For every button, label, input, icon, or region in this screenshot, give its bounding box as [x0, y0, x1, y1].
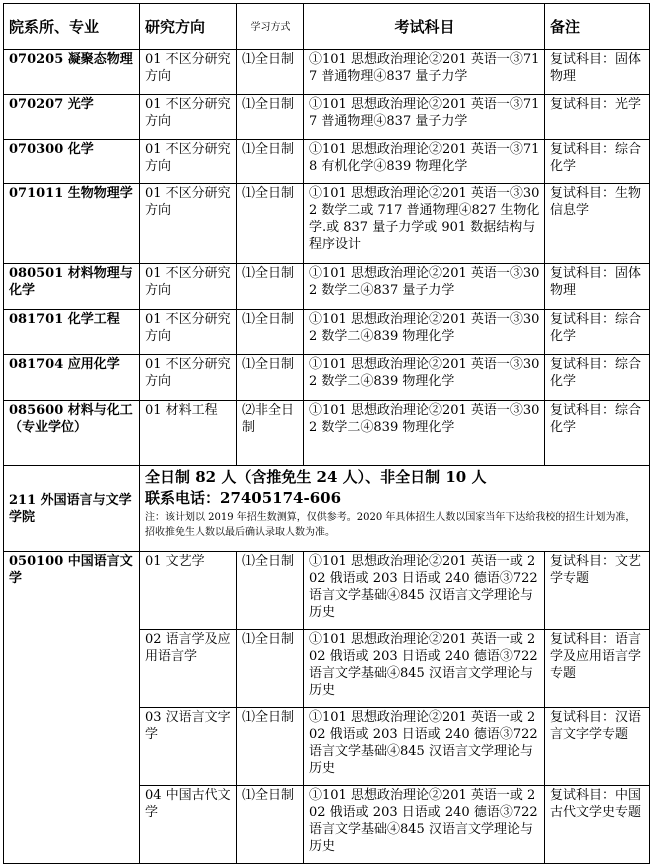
- header-subjects: 考试科目: [304, 4, 545, 50]
- major-name: 070300 化学: [4, 140, 140, 184]
- exam-subjects: ①101 思想政治理论②201 英语一③302 数学二④839 物理化学: [304, 310, 545, 355]
- table-row: [4, 355, 650, 401]
- study-mode: ⑴全日制: [237, 786, 304, 864]
- remarks: 复试科目：文艺学专题: [545, 552, 650, 630]
- study-mode: ⑴全日制: [237, 184, 304, 264]
- direction: 01 不区分研究方向: [140, 264, 237, 310]
- table-row: [4, 264, 650, 310]
- major-name: 080501 材料物理与化学: [4, 264, 140, 310]
- study-mode: ⑴全日制: [237, 264, 304, 310]
- table-row: [4, 50, 650, 95]
- table-row: [4, 140, 650, 184]
- exam-subjects: ①101 思想政治理论②201 英语一或 202 俄语或 203 日语或 240 德语③722 语言文学基础④845 汉语言文学理论与历史: [304, 552, 545, 630]
- exam-subjects: ①101 思想政治理论②201 英语一或 202 俄语或 203 日语或 240 德语③722 语言文学基础④845 汉语言文学理论与历史: [304, 630, 545, 708]
- study-mode: ⑴全日制: [237, 708, 304, 786]
- study-mode: ⑴全日制: [237, 355, 304, 401]
- direction: 04 中国古代文学: [140, 786, 237, 864]
- remarks: 复试科目：语言学及应用语言学专题: [545, 630, 650, 708]
- direction: 01 不区分研究方向: [140, 140, 237, 184]
- school-name: 211 外国语言与文学学院: [4, 466, 140, 552]
- exam-subjects: ①101 思想政治理论②201 英语一③302 数学二或 717 普通物理④827 生物化学.或 837 量子力学或 901 数据结构与程序设计: [304, 184, 545, 264]
- table-row: [4, 401, 650, 466]
- major-name: 050100 中国语言文学: [4, 552, 140, 864]
- exam-subjects: ①101 思想政治理论②201 英语一③717 普通物理④837 量子力学: [304, 50, 545, 95]
- header-direction: 研究方向: [140, 4, 237, 50]
- direction: 02 语言学及应用语言学: [140, 630, 237, 708]
- direction: 01 材料工程: [140, 401, 237, 466]
- remarks: 复试科目：汉语言文字学专题: [545, 708, 650, 786]
- study-mode: ⑴全日制: [237, 630, 304, 708]
- quota-note: 注：该计划以 2019 年招生数测算，仅供参考。2020 年具体招生人数以国家当年下达给我校的招生计划为准，招收推免生人数以最后确认录取人数为准。: [145, 512, 636, 538]
- remarks: 复试科目：综合化学: [545, 140, 650, 184]
- direction: 03 汉语言文字学: [140, 708, 237, 786]
- table-row: [4, 310, 650, 355]
- major-name: 081704 应用化学: [4, 355, 140, 401]
- exam-subjects: ①101 思想政治理论②201 英语一③302 数学二④839 物理化学: [304, 401, 545, 466]
- remarks: 复试科目：固体物理: [545, 50, 650, 95]
- table-row: [4, 552, 650, 630]
- remarks: 复试科目：综合化学: [545, 355, 650, 401]
- major-name: 081701 化学工程: [4, 310, 140, 355]
- remarks: 复试科目：中国古代文学史专题: [545, 786, 650, 864]
- study-mode: ⑵非全日制: [237, 401, 304, 466]
- remarks: 复试科目：生物信息学: [545, 184, 650, 264]
- major-name: 070207 光学: [4, 95, 140, 140]
- direction: 01 不区分研究方向: [140, 355, 237, 401]
- admissions-table: [3, 3, 650, 864]
- school-row: [4, 466, 650, 552]
- major-name: 070205 凝聚态物理: [4, 50, 140, 95]
- study-mode: ⑴全日制: [237, 310, 304, 355]
- study-mode: ⑴全日制: [237, 140, 304, 184]
- exam-subjects: ①101 思想政治理论②201 英语一③718 有机化学④839 物理化学: [304, 140, 545, 184]
- exam-subjects: ①101 思想政治理论②201 英语一③302 数学二④839 物理化学: [304, 355, 545, 401]
- remarks: 复试科目：综合化学: [545, 310, 650, 355]
- exam-subjects: ①101 思想政治理论②201 英语一③302 数学二④837 量子力学: [304, 264, 545, 310]
- direction: 01 不区分研究方向: [140, 95, 237, 140]
- study-mode: ⑴全日制: [237, 95, 304, 140]
- remarks: 复试科目：固体物理: [545, 264, 650, 310]
- direction: 01 不区分研究方向: [140, 50, 237, 95]
- table-row: [4, 184, 650, 264]
- direction: 01 不区分研究方向: [140, 310, 237, 355]
- direction: 01 文艺学: [140, 552, 237, 630]
- major-name: 071011 生物物理学: [4, 184, 140, 264]
- direction: 01 不区分研究方向: [140, 184, 237, 264]
- study-mode: ⑴全日制: [237, 552, 304, 630]
- header-dept: 院系所、专业: [4, 4, 140, 50]
- exam-subjects: ①101 思想政治理论②201 英语一或 202 俄语或 203 日语或 240 德语③722 语言文学基础④845 汉语言文学理论与历史: [304, 708, 545, 786]
- exam-subjects: ①101 思想政治理论②201 英语一或 202 俄语或 203 日语或 240 德语③722 语言文学基础④845 汉语言文学理论与历史: [304, 786, 545, 864]
- remarks: 复试科目：综合化学: [545, 401, 650, 466]
- enrollment-quota: 全日制 82 人（含推免生 24 人）、非全日制 10 人: [145, 468, 487, 486]
- header-remarks: 备注: [545, 4, 650, 50]
- header-mode: 学习方式: [237, 4, 304, 50]
- major-name: 085600 材料与化工（专业学位）: [4, 401, 140, 466]
- study-mode: ⑴全日制: [237, 50, 304, 95]
- table-row: [4, 95, 650, 140]
- exam-subjects: ①101 思想政治理论②201 英语一③717 普通物理④837 量子力学: [304, 95, 545, 140]
- contact-phone: 联系电话：27405174-606: [145, 489, 342, 507]
- school-info: [140, 466, 650, 552]
- remarks: 复试科目：光学: [545, 95, 650, 140]
- table-header-row: [4, 4, 650, 50]
